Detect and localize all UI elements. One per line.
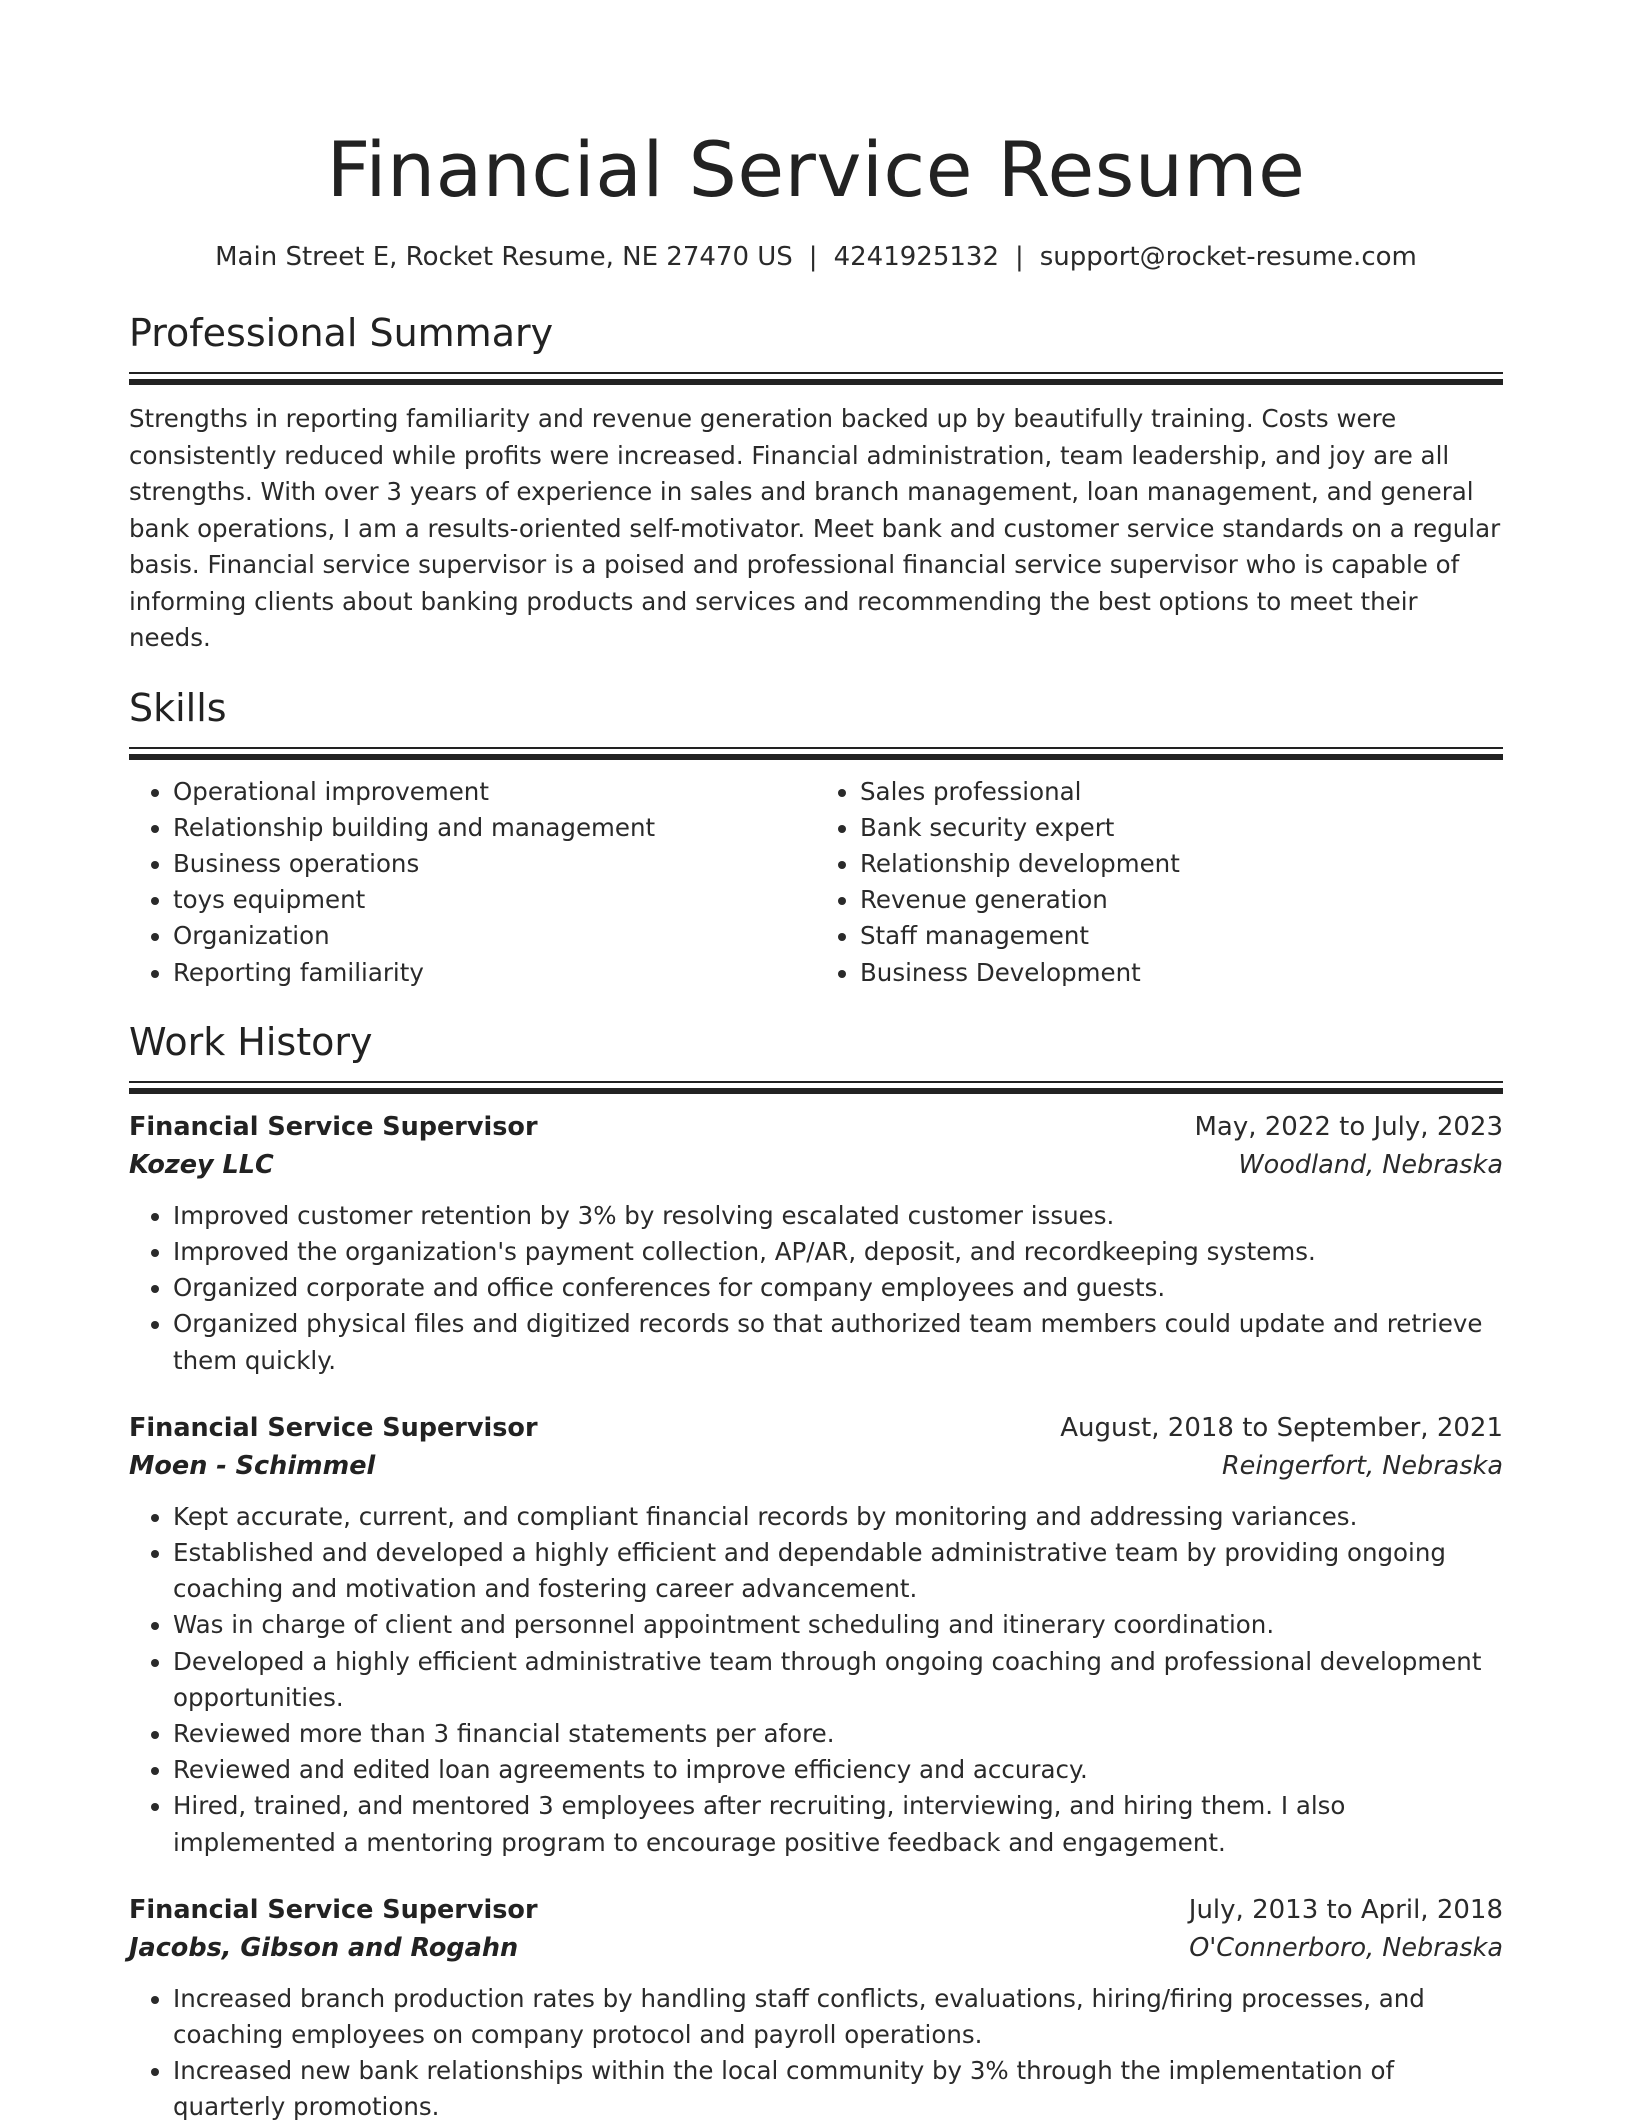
work-heading: Work History xyxy=(129,1019,373,1064)
job-entry xyxy=(129,1891,1503,2126)
skill-item: • Reporting familiarity xyxy=(173,955,816,991)
skill-item: • Business operations xyxy=(173,846,816,882)
job-location: O'Connerboro, Nebraska xyxy=(1189,1932,1503,1963)
job-entry xyxy=(129,1409,1503,1861)
contact-line xyxy=(129,240,1503,274)
job-bullet: • Reviewed and edited loan agreements to improve efficiency and accuracy. xyxy=(173,1752,1503,1788)
skills-list-right xyxy=(816,774,1503,991)
job-entry xyxy=(129,1108,1503,1379)
job-company: Jacobs, Gibson and Rogahn xyxy=(129,1932,519,1963)
section-divider xyxy=(129,372,1503,374)
job-bullet: • Improved the organization's payment collection, AP/AR, deposit, and recordkeeping systems. xyxy=(173,1234,1503,1270)
skills-columns xyxy=(129,774,1503,991)
job-dates: August, 2018 to September, 2021 xyxy=(1060,1412,1503,1443)
contact-separator: | xyxy=(808,242,818,272)
work-section xyxy=(129,1017,1503,2126)
job-bullets xyxy=(129,1198,1503,1379)
skills-heading: Skills xyxy=(129,685,227,730)
job-bullets xyxy=(129,1981,1503,2126)
job-company-row xyxy=(129,1447,1503,1485)
skill-item: • Staff management xyxy=(860,918,1503,954)
job-bullet: • Increased branch production rates by handling staff conflicts, evaluations, hiring/firing processes, and coaching employees on company protocol and payroll operations. xyxy=(173,1981,1503,2053)
job-title: Financial Service Supervisor xyxy=(129,1894,538,1925)
job-bullet: • Organized corporate and office conferences for company employees and guests. xyxy=(173,1270,1503,1306)
resume-name: Financial Service Resume xyxy=(326,125,1306,214)
section-divider xyxy=(129,1081,1503,1083)
section-divider-thick xyxy=(129,1088,1503,1094)
skill-item: • Sales professional xyxy=(860,774,1503,810)
skill-item: • toys equipment xyxy=(173,882,816,918)
contact-separator: | xyxy=(1014,242,1024,272)
job-header-row xyxy=(129,1108,1503,1146)
job-company: Moen - Schimmel xyxy=(129,1450,376,1481)
job-header-row xyxy=(129,1891,1503,1929)
job-company-row xyxy=(129,1929,1503,1967)
skill-item: • Organization xyxy=(173,918,816,954)
job-bullet: • Kept accurate, current, and compliant financial records by monitoring and addressing variances. xyxy=(173,1499,1503,1535)
job-bullet: • Organized physical files and digitized records so that authorized team members could update and retrieve them quickly. xyxy=(173,1306,1503,1378)
skill-item: • Relationship development xyxy=(860,846,1503,882)
job-dates: May, 2022 to July, 2023 xyxy=(1194,1111,1503,1142)
contact-address: Main Street E, Rocket Resume, NE 27470 US xyxy=(215,242,793,272)
job-bullet: • Was in charge of client and personnel appointment scheduling and itinerary coordination. xyxy=(173,1607,1503,1643)
section-divider-thick xyxy=(129,379,1503,385)
contact-phone: 4241925132 xyxy=(833,242,999,272)
job-bullet: • Increased new bank relationships within the local community by 3% through the implementation of quarterly promotions. xyxy=(173,2053,1503,2125)
job-bullet: • Reviewed more than 3 financial statements per afore. xyxy=(173,1716,1503,1752)
skill-item: • Revenue generation xyxy=(860,882,1503,918)
skills-list-left xyxy=(129,774,816,991)
job-bullet: • Hired, trained, and mentored 3 employees after recruiting, interviewing, and hiring them. I also implemented a mentoring program to encourage positive feedback and engagement. xyxy=(173,1788,1503,1860)
section-divider xyxy=(129,747,1503,749)
summary-text: Strengths in reporting familiarity and revenue generation backed up by beautifully training. Costs were consistently reduced while profits were increased. Financial administration, team leadership, and joy are all strengths. With over 3 years of experience in sales and branch management, loan management, and general bank operations, I am a results-oriented self-motivator. Meet bank and customer service standards on a regular basis. Financial service supervisor is a poised and professional financial service supervisor who is capable of informing clients about banking products and services and recommending the best options to meet their needs. xyxy=(129,404,1501,652)
job-bullets xyxy=(129,1499,1503,1861)
skill-item: • Operational improvement xyxy=(173,774,816,810)
skill-item: • Business Development xyxy=(860,955,1503,991)
job-company: Kozey LLC xyxy=(129,1149,274,1180)
job-location: Reingerfort, Nebraska xyxy=(1221,1450,1503,1481)
section-divider-thick xyxy=(129,754,1503,760)
skills-section xyxy=(129,683,1503,991)
skill-item: • Bank security expert xyxy=(860,810,1503,846)
skill-item: • Relationship building and management xyxy=(173,810,816,846)
contact-email: support@rocket-resume.com xyxy=(1039,242,1417,272)
job-location: Woodland, Nebraska xyxy=(1238,1149,1503,1180)
job-title: Financial Service Supervisor xyxy=(129,1412,538,1443)
summary-heading: Professional Summary xyxy=(129,311,554,355)
job-bullet: • Improved customer retention by 3% by resolving escalated customer issues. xyxy=(173,1198,1503,1234)
job-title: Financial Service Supervisor xyxy=(129,1111,538,1142)
job-company-row xyxy=(129,1146,1503,1184)
job-bullet: • Established and developed a highly efficient and dependable administrative team by providing ongoing coaching and motivation and fostering career advancement. xyxy=(173,1535,1503,1607)
job-dates: July, 2013 to April, 2018 xyxy=(1188,1894,1503,1925)
summary-section xyxy=(129,308,1503,657)
job-header-row xyxy=(129,1409,1503,1447)
job-bullet: • Developed a highly efficient administrative team through ongoing coaching and professional development opportunities. xyxy=(173,1644,1503,1716)
